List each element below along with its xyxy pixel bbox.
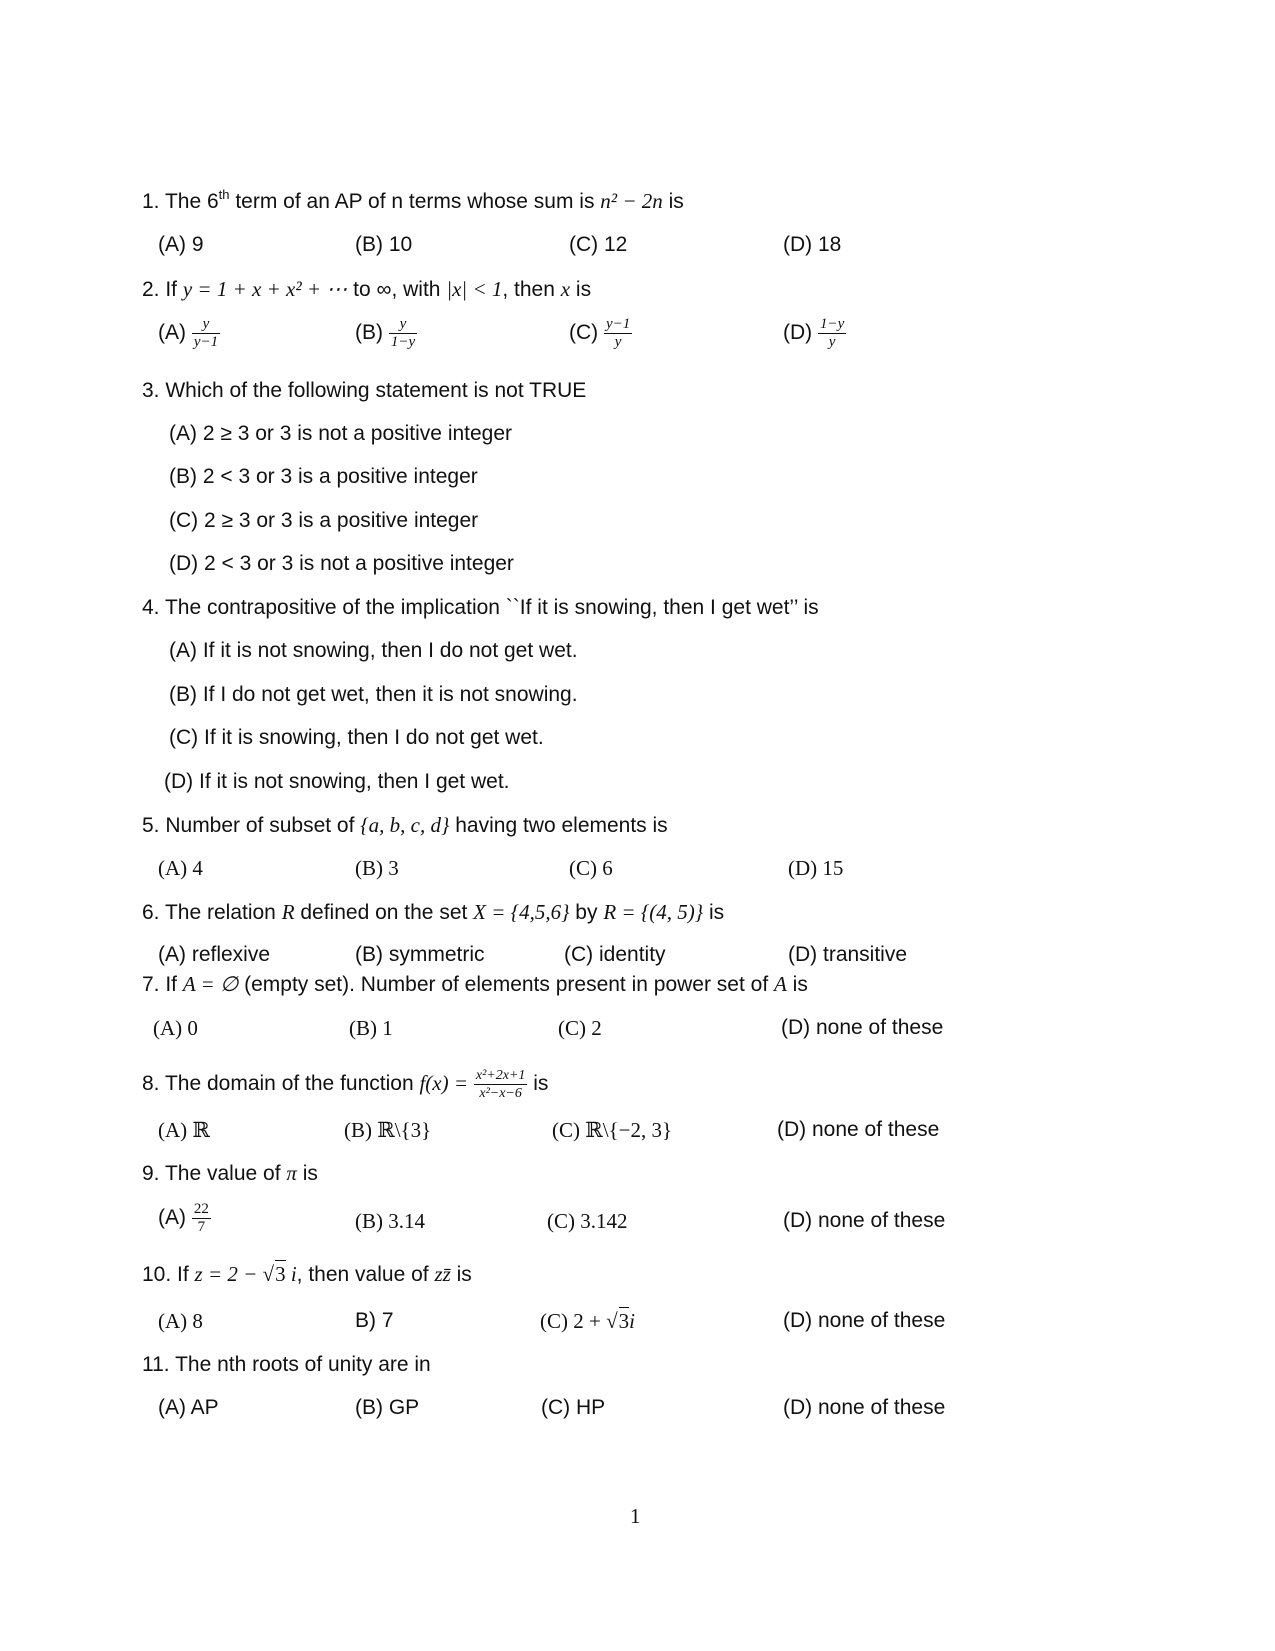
question-10: 10. If z = 2 − √3 i, then value of zz̄ is [142, 1262, 472, 1286]
page-number: 1 [630, 1504, 641, 1528]
fraction: $\frac{\text{x²+2x+1}}{\text{x²−x−6}}$ [475, 1068, 526, 1101]
option-c: (C) 2 ≥ 3 or 3 is a positive integer [169, 509, 479, 532]
option-a: (A) 9 [158, 233, 204, 256]
question-text: is [570, 278, 592, 301]
math-expression: y = 1 + x + x² + ⋯ [182, 277, 348, 301]
question-2 [142, 276, 591, 303]
question-5 [142, 812, 668, 839]
fraction: $\frac{22}{7}$ [193, 1201, 209, 1235]
math-expression: {a, b, c, d} [360, 813, 450, 837]
question-text: term of an AP of n terms whose sum is [229, 190, 601, 213]
math-expression: A = ∅ [182, 972, 239, 996]
question-1 [142, 188, 684, 215]
option-d: (D) none of these [783, 1309, 946, 1332]
option-a: (A) reflexive [158, 943, 271, 966]
math-expression: n² − 2n [600, 189, 663, 213]
option-a: (A) 4 [158, 856, 203, 880]
math-expression: A [774, 972, 787, 996]
fraction: $\frac{1-y}{y}$ [820, 316, 845, 350]
option-d: (D) none of these [783, 1209, 946, 1232]
option-b: (B) $\frac{y}{1-y}$ [355, 316, 416, 350]
question-text: is [662, 190, 684, 213]
option-a: (A) AP [158, 1396, 219, 1419]
question-text: to ∞, with [347, 278, 447, 301]
math-expression: R = {(4, 5)} [603, 900, 704, 924]
option-d: (D) none of these [777, 1118, 940, 1141]
option-a: (A) 2 ≥ 3 or 3 is not a positive integer [169, 422, 513, 445]
question-text: 1. The 6 [142, 190, 219, 213]
math-expression: π [286, 1161, 297, 1185]
option-b: (B) 3.14 [355, 1209, 425, 1233]
fraction: $\frac{y}{y-1}$ [193, 316, 219, 350]
question-text: 5. Number of subset of [142, 814, 361, 837]
option-d: (D) 2 < 3 or 3 is not a positive integer [169, 552, 514, 575]
option-b: (B) 3 [355, 856, 399, 880]
option-c: (C) If it is snowing, then I do not get wet. [169, 726, 544, 749]
question-3: 3. Which of the following statement is not TRUE [142, 379, 587, 402]
math-expression: f(x) = [419, 1071, 469, 1096]
option-b: B) 7 [355, 1309, 394, 1332]
sqrt-symbol: √ [262, 1262, 275, 1286]
option-c: (C) 2 + √3i [540, 1309, 635, 1333]
option-a: (A) 0 [153, 1016, 198, 1040]
superscript: th [218, 187, 230, 202]
option-c: (C) identity [564, 943, 666, 966]
option-c: (C) 3.142 [547, 1209, 628, 1233]
question-text: having two elements is [449, 814, 668, 837]
question-text: , then [502, 278, 561, 301]
question-9: 9. The value of π is [142, 1161, 318, 1185]
option-c: (C) ℝ\{−2, 3} [552, 1118, 673, 1142]
option-b: (B) If I do not get wet, then it is not snowing. [169, 683, 578, 706]
option-c: (C) 12 [569, 233, 628, 256]
question-7: 7. If A = ∅ (empty set). Number of elements present in power set of A is [142, 972, 808, 996]
math-expression: z = 2 − [194, 1262, 263, 1286]
math-expression: x [560, 277, 571, 301]
sqrt-symbol: √ [606, 1309, 618, 1333]
option-a: (A) $\frac{y}{y-1}$ [158, 316, 219, 350]
option-a: (A) ℝ [158, 1118, 210, 1142]
option-c: (C) 6 [569, 856, 613, 880]
question-4: 4. The contrapositive of the implication ``If it is snowing, then I get wet’’ is [142, 596, 819, 619]
option-b: (B) 2 < 3 or 3 is a positive integer [169, 465, 478, 488]
option-b: (B) symmetric [355, 943, 485, 966]
option-b: (B) 1 [349, 1016, 393, 1040]
question-text: 2. If [142, 278, 183, 301]
option-d: (D) none of these [783, 1396, 946, 1419]
option-d: (D) If it is not snowing, then I get wet. [164, 770, 510, 793]
option-a: (A) 8 [158, 1309, 203, 1333]
option-d: (D) 18 [783, 233, 842, 256]
option-b: (B) ℝ\{3} [344, 1118, 432, 1142]
option-c: (C) HP [541, 1396, 606, 1419]
option-d: (D) none of these [781, 1016, 944, 1039]
math-expression: R [281, 900, 295, 924]
option-c: (C) $\frac{y-1}{y}$ [569, 316, 631, 350]
option-d: (D) $\frac{1-y}{y}$ [783, 316, 845, 350]
option-d: (D) transitive [788, 943, 908, 966]
fraction: $\frac{y}{1-y}$ [390, 316, 416, 350]
fraction: $\frac{y-1}{y}$ [606, 316, 631, 350]
option-b: (B) GP [355, 1396, 420, 1419]
option-b: (B) 10 [355, 233, 413, 256]
math-expression: |x| < 1 [446, 277, 503, 301]
question-8: 8. The domain of the function f(x) = $\frac{\text{x²+2x+1}}{\text{x²−x−6}}$ is [142, 1068, 549, 1101]
option-c: (C) 2 [558, 1016, 602, 1040]
option-a: (A) $\frac{22}{7}$ [158, 1201, 209, 1235]
question-11: 11. The nth roots of unity are in [142, 1353, 431, 1376]
math-expression: X = {4,5,6} [473, 900, 570, 924]
option-a: (A) If it is not snowing, then I do not get wet. [169, 639, 578, 662]
option-d: (D) 15 [788, 856, 844, 880]
question-6: 6. The relation R defined on the set X = {4,5,6} by R = {(4, 5)} is [142, 900, 725, 924]
math-expression: zz̄ [434, 1262, 451, 1286]
